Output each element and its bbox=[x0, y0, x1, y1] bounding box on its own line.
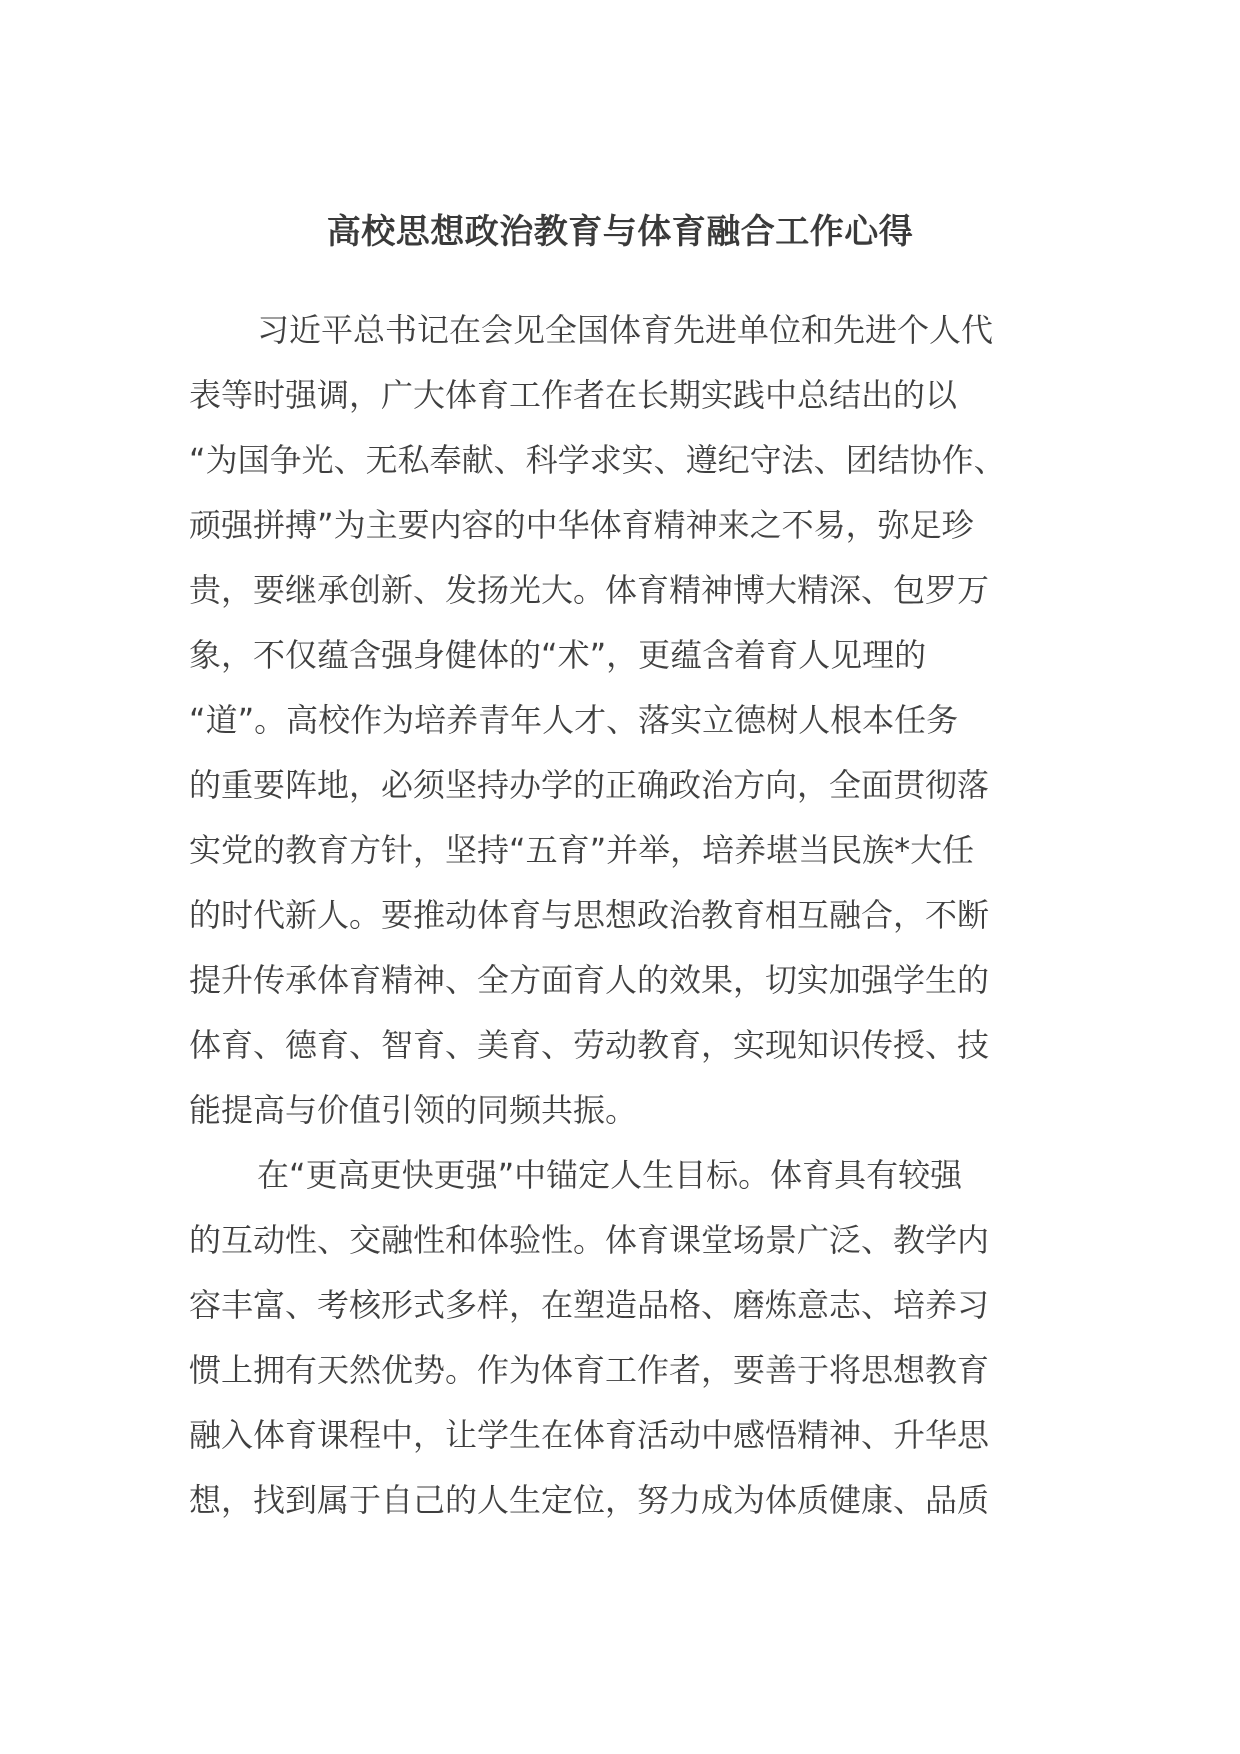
text-line: 表等时强调，广大体育工作者在长期实践中总结出的以 bbox=[189, 376, 958, 414]
paragraph-1 bbox=[189, 298, 1039, 1143]
text-line: 提升传承体育精神、全方面育人的效果，切实加强学生的 bbox=[189, 961, 990, 999]
text-line: 融入体育课程中，让学生在体育活动中感悟精神、升华思 bbox=[189, 1416, 990, 1454]
text-line: 的互动性、交融性和体验性。体育课堂场景广泛、教学内 bbox=[189, 1221, 990, 1259]
text-line: 实党的教育方针，坚持“五育”并举，培养堪当民族*大任 bbox=[189, 831, 975, 869]
text-line: 顽强拼搏”为主要内容的中华体育精神来之不易，弥足珍 bbox=[189, 506, 974, 544]
text-line: 在“更高更快更强”中锚定人生目标。体育具有较强 bbox=[257, 1156, 963, 1194]
text-line: “为国争光、无私奉献、科学求实、遵纪守法、团结协作、 bbox=[189, 441, 1006, 479]
document-title: 高校思想政治教育与体育融合工作心得 bbox=[326, 212, 914, 252]
text-line: 的重要阵地，必须坚持办学的正确政治方向，全面贯彻落 bbox=[189, 766, 990, 804]
text-line: 习近平总书记在会见全国体育先进单位和先进个人代 bbox=[257, 311, 994, 349]
text-line: “道”。高校作为培养青年人才、落实立德树人根本任务 bbox=[189, 701, 959, 739]
text-line: 能提高与价值引领的同频共振。 bbox=[189, 1091, 638, 1129]
paragraph-2 bbox=[189, 1143, 1039, 1533]
text-line: 贵，要继承创新、发扬光大。体育精神博大精深、包罗万 bbox=[189, 571, 990, 609]
document-body bbox=[189, 298, 1039, 1533]
text-line: 惯上拥有天然优势。作为体育工作者，要善于将思想教育 bbox=[189, 1351, 990, 1389]
text-line: 的时代新人。要推动体育与思想政治教育相互融合，不断 bbox=[189, 896, 990, 934]
text-line: 容丰富、考核形式多样，在塑造品格、磨炼意志、培养习 bbox=[189, 1286, 990, 1324]
text-line: 想，找到属于自己的人生定位，努力成为体质健康、品质 bbox=[189, 1481, 990, 1519]
text-line: 象，不仅蕴含强身健体的“术”，更蕴含着育人见理的 bbox=[189, 636, 927, 674]
text-line: 体育、德育、智育、美育、劳动教育，实现知识传授、技 bbox=[189, 1026, 990, 1064]
